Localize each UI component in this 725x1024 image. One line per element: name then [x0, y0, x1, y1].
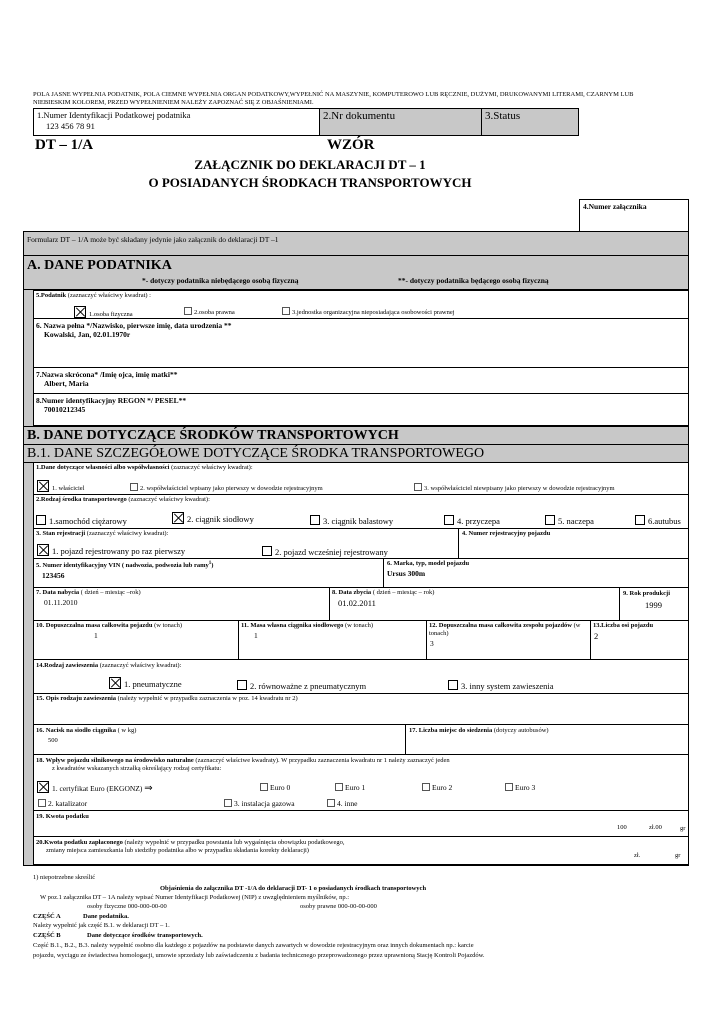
nip-field[interactable] [33, 108, 320, 136]
vehicle-type-opt-5[interactable] [545, 515, 594, 526]
environment-opt-3[interactable] [224, 799, 295, 808]
attachment-number-label: 4.Numer załącznika [583, 202, 647, 211]
ownership-hint: (zaznaczyć właściwy kwadrat): [171, 464, 253, 471]
checkbox-icon[interactable] [36, 515, 46, 525]
vin-label: 5. Numer identyfikacyjny VIN ( nadwozia, podwozia lub ramy$^1$) [36, 561, 214, 570]
suspension-hint: (zaznaczyć właściwy kwadrat): [99, 662, 182, 669]
gross-weight-value: 1 [94, 631, 98, 640]
tax-paid-hint-2: zmiany miejsca zamieszkania lub siedziby podatnika albo w przypadku składania korekty deklaracji) [46, 847, 309, 854]
instruction-text: POLA JASNE WYPEŁNIA PODATNIK, POLA CIEMNE WYPEŁNIA ORGAN PODATKOWY,WYPEŁNIĆ NA MASZYNIE, KOMPUTEROWO LUB RĘCZNIE, DUŻYMI, DRUKOWANYMI LITERAMI, CZARNYM LUB NIEBIESKIM KOLOREM, PRZED WYPEŁNIENIEM NALEŻY ZAPOZNAĆ SIĘ Z OBJAŚNIENIAMI. [33, 91, 634, 106]
euro-0-label: Euro 0 [270, 783, 291, 792]
full-name-field[interactable] [33, 318, 689, 368]
combination-weight-field[interactable] [426, 620, 591, 660]
section-a-header [23, 255, 689, 290]
section-b-title: B. DANE DOTYCZĄCE ŚRODKÓW TRANSPORTOWYCH [27, 428, 399, 443]
checkbox-icon[interactable] [224, 799, 232, 807]
section-a-title: A. DANE PODATNIKA [27, 258, 172, 273]
combination-weight-value: 3 [430, 639, 434, 648]
checkbox-icon[interactable] [335, 783, 343, 791]
combination-weight-label: 12. Dopuszczalna masa całkowita zespołu pojazdów [429, 622, 573, 629]
part-b-text-1: Część B.1., B.2., B.3. należy wypełnić osobno dla każdego z pojazdów na podstawie danych zawartych w dowodzie rejestracyjnym oraz innych dokumentach np.: karcie [33, 942, 474, 949]
checkbox-icon[interactable] [184, 307, 192, 315]
tax-paid-unit-zl: zł. [634, 852, 641, 859]
tractor-weight-value: 1 [254, 631, 258, 640]
sale-date-hint: ( dzień – miesiąc – rok) [372, 589, 435, 596]
ownership-field [33, 462, 689, 495]
checkbox-icon[interactable] [505, 783, 513, 791]
title-line-2: O POSIADANYCH ŚRODKACH TRANSPORTOWYCH [148, 175, 472, 190]
ownership-opt-3-label: 3. współwłaściciel niewpisany jako pierwszy w dowodzie rejestracyjnym [424, 485, 615, 492]
taxpayer-type-hint: (zaznaczyć właściwy kwadrat) : [67, 292, 151, 299]
euro-3-label: Euro 3 [515, 783, 536, 792]
checkbox-icon[interactable] [422, 783, 430, 791]
vehicle-type-label: 2.Rodzaj środka transportowego [36, 496, 127, 503]
tax-paid-field[interactable] [33, 836, 689, 865]
gross-weight-field[interactable] [33, 620, 239, 660]
euro-3-option[interactable] [505, 783, 535, 792]
tax-amount-value: 100 [617, 824, 627, 831]
checkbox-checked-icon[interactable] [74, 306, 86, 318]
part-a-text: Należy wypełnić jak część B.1. w deklaracji DT – 1. [33, 922, 170, 929]
explanation-line-1: W poz.1 załącznika DT – 1A należy wpisać Numer Identyfikacji Podatkowej (NIP) z uwzględnieniem myślników, np.: [40, 894, 350, 901]
registration-state-hint: (zaznaczyć właściwy kwadrat): [86, 530, 169, 537]
nip-value: 123 456 78 91 [46, 121, 95, 131]
sale-date-label: 8. Data zbycia [332, 589, 372, 596]
checkbox-icon[interactable] [310, 515, 320, 525]
nip-label: 1.Numer Identyfikacji Podatkowej podatnika [37, 110, 191, 120]
suspension-label: 14.Rodzaj zawieszenia [36, 662, 99, 669]
suspension-opt-3[interactable] [448, 680, 554, 691]
part-b-title: Dane dotyczące środków transportowych. [87, 932, 203, 939]
axle-count-label: 13.Liczba osi pojazdu [593, 622, 654, 629]
registration-opt-1-label: 1. pojazd rejestrowany po raz pierwszy [52, 546, 186, 556]
acquisition-date-value: 01.11.2010 [44, 598, 78, 607]
doc-number-label: 2.Nr dokumentu [323, 110, 396, 122]
vehicle-type-field [33, 494, 689, 529]
explanation-line-2b: osoby prawne 000-00-00-000 [300, 903, 377, 910]
footnote: 1) niepotrzebne skreślić [33, 874, 96, 881]
euro-1-label: Euro 1 [345, 783, 366, 792]
saddle-load-hint: ( w kg) [117, 727, 137, 734]
full-name-label: 6. Nazwa pełna */Nazwisko, pierwsze imię, data urodzenia ** [36, 321, 232, 330]
environment-opt-2-label: 2. katalizator [48, 799, 88, 808]
form-code: DT – 1/A [35, 137, 94, 153]
part-a-code: CZĘŚĆ A [33, 913, 61, 920]
seats-hint: (dotyczy autobusów) [493, 727, 549, 734]
short-name-value: Albert, Maria [44, 379, 89, 388]
status-label: 3.Status [485, 110, 521, 122]
suspension-opt-2-label: 2. równoważne z pneumatycznym [250, 681, 367, 691]
checkbox-icon[interactable] [130, 483, 138, 491]
regon-pesel-field[interactable] [33, 393, 689, 426]
ownership-opt-1-label: 1. właściciel [52, 485, 85, 492]
taxpayer-opt-2-label: 2.osoba prawna [194, 309, 235, 316]
registration-state-field [33, 528, 459, 559]
axle-count-field[interactable] [590, 620, 689, 660]
suspension-field [33, 659, 689, 694]
euro-0-option[interactable] [260, 783, 290, 792]
environment-opt-1-label: 1. certyfikat Euro (EKGONZ) [52, 784, 143, 793]
vehicle-type-opt-4-label: 4. przyczepa [457, 516, 500, 526]
make-model-label: 6. Marka, typ, model pojazdu [387, 560, 470, 567]
tax-paid-hint: (należy wypełnić w przypadku powstania lub wygaśnięcia obowiązku podatkowego, [124, 839, 345, 846]
make-model-field[interactable] [383, 558, 689, 588]
vehicle-type-opt-6[interactable] [635, 515, 681, 526]
checkbox-icon[interactable] [237, 680, 247, 690]
suspension-desc-field[interactable] [33, 693, 689, 725]
euro-1-option[interactable] [335, 783, 365, 792]
environment-hint-2: z kwadratów wskazanych strzałką określający rodzaj certyfikatu: [52, 765, 222, 772]
axle-count-value: 2 [594, 631, 599, 641]
make-model-value: Ursus 300m [387, 569, 426, 578]
tax-paid-unit-gr: gr [675, 852, 681, 859]
tractor-weight-field[interactable] [238, 620, 427, 660]
tractor-weight-label: 11. Masa własna ciągnika siodłowego [241, 622, 344, 629]
taxpayer-opt-1-label: 1.osoba fizyczna [89, 311, 133, 318]
environment-label: 18. Wpływ pojazdu silnikowego na środowisko naturalne [36, 757, 194, 764]
seats-field[interactable] [405, 724, 689, 755]
environment-opt-4-label: 4. inne [337, 799, 358, 808]
checkbox-checked-icon[interactable] [37, 480, 49, 492]
section-a-note-1: *- dotyczy podatnika niebędącego osobą fizyczną [142, 276, 299, 285]
checkbox-icon[interactable] [414, 483, 422, 491]
tax-amount-unit-gr: gr [680, 825, 686, 832]
ownership-label: 1.Dane dotyczące własności albo współwłasności [36, 464, 170, 471]
environment-field [33, 754, 689, 811]
environment-opt-3-label: 3. instalacja gazowa [234, 799, 295, 808]
arrow-right-icon: ⇒ [144, 783, 153, 794]
regon-pesel-label: 8.Numer identyfikacyjny REGON */ PESEL** [36, 396, 187, 405]
part-a-title: Dane podatnika. [83, 913, 129, 920]
vehicle-type-opt-1[interactable] [36, 515, 127, 526]
sale-date-field[interactable] [329, 587, 620, 621]
checkbox-icon[interactable] [327, 799, 335, 807]
tax-paid-label: 20.Kwota podatku zapłaconego [36, 839, 123, 846]
ownership-opt-1[interactable] [37, 480, 85, 493]
tax-amount-field[interactable] [33, 810, 689, 837]
euro-2-label: Euro 2 [432, 783, 453, 792]
environment-opt-2[interactable] [38, 799, 87, 808]
checkbox-icon[interactable] [545, 515, 555, 525]
production-year-label: 9. Rok produkcji [623, 590, 671, 597]
environment-hint: (zaznaczyć właściwe kwadraty). W przypadku zaznaczenia kwadratu nr 1 należy zaznaczyć jeden [195, 757, 450, 764]
checkbox-icon[interactable] [282, 307, 290, 315]
suspension-opt-3-label: 3. inny system zawieszenia [461, 681, 554, 691]
taxpayer-opt-3[interactable] [282, 307, 455, 317]
vehicle-type-opt-5-label: 5. naczepa [558, 516, 594, 526]
sale-date-value: 01.02.2011 [338, 598, 376, 608]
registration-number-label: 4. Numer rejestracyjny pojazdu [462, 530, 551, 537]
vehicle-type-opt-3-label: 3. ciągnik balastowy [323, 516, 394, 526]
suspension-opt-1[interactable] [109, 677, 182, 689]
section-b1-header [23, 444, 689, 463]
registration-number-field[interactable] [458, 528, 689, 559]
checkbox-icon[interactable] [444, 515, 454, 525]
suspension-opt-2[interactable] [237, 680, 366, 691]
registration-opt-2[interactable] [262, 546, 388, 557]
taxpayer-type-field [33, 290, 689, 319]
vehicle-type-opt-4[interactable] [444, 515, 500, 526]
vehicle-type-opt-2-label: 2. ciągnik siodłowy [187, 514, 254, 524]
vehicle-type-hint: (zaznaczyć właściwy kwadrat): [128, 496, 210, 503]
production-year-field[interactable] [619, 587, 689, 621]
notice-text: Formularz DT – 1/A może być składany jedynie jako załącznik do deklaracji DT –1 [27, 235, 279, 244]
environment-opt-1[interactable] [37, 781, 153, 793]
checkbox-checked-icon[interactable] [172, 512, 184, 524]
part-b-code: CZĘŚĆ B [33, 932, 61, 939]
acquisition-date-hint: ( dzień – miesiąc –rok) [80, 589, 141, 596]
checkbox-icon[interactable] [448, 680, 458, 690]
ownership-opt-2[interactable] [130, 483, 323, 493]
taxpayer-opt-2[interactable] [184, 307, 235, 317]
checkbox-icon[interactable] [38, 799, 46, 807]
checkbox-icon[interactable] [262, 546, 272, 556]
euro-2-option[interactable] [422, 783, 452, 792]
status-field [481, 108, 579, 136]
checkbox-icon[interactable] [635, 515, 645, 525]
short-name-field[interactable] [33, 367, 689, 394]
notice-row [23, 231, 689, 256]
gross-weight-hint: (w tonach) [154, 622, 183, 629]
title-line-1: ZAŁĄCZNIK DO DEKLARACJI DT – 1 [194, 157, 426, 172]
tractor-weight-hint: (w tonach) [345, 622, 373, 629]
vehicle-type-opt-3[interactable] [310, 515, 393, 526]
registration-opt-2-label: 2. pojazd wcześniej rejestrowany [275, 547, 388, 557]
suspension-desc-hint: (należy wypełnić w przypadku zaznaczenia w poz. 14 kwadratu nr 2) [117, 695, 298, 702]
acquisition-date-label: 7. Data nabycia [36, 589, 80, 596]
vehicle-type-opt-2[interactable] [172, 512, 254, 524]
vehicle-type-opt-6-label: 6.autubus [648, 516, 681, 526]
saddle-load-field[interactable] [33, 724, 406, 755]
production-year-value: 1999 [645, 600, 662, 610]
full-name-value: Kowalski, Jan, 02.01.1970r [44, 330, 131, 339]
ownership-opt-3[interactable] [414, 483, 615, 493]
tax-amount-unit-zl: zł.00 [649, 824, 662, 831]
gross-weight-label: 10. Dopuszczalna masa całkowita pojazdu [36, 622, 153, 629]
section-a-note-2: **- dotyczy podatnika będącego osobą fizyczną [398, 276, 549, 285]
vin-field[interactable] [33, 558, 384, 588]
part-b-text-2: pojazdu, wyciągu ze świadectwa homologacji, umowie sprzedaży lub zaświadczeniu z badania technicznego przeprowadzonego przez uprawnioną Stację Kontroli Pojazdów. [33, 952, 485, 959]
saddle-load-label: 16. Nacisk na siodło ciągnika [36, 727, 117, 734]
registration-state-label: 3. Stan rejestracji [36, 530, 86, 537]
suspension-desc-label: 15. Opis rodzaju zawieszenia [36, 695, 117, 702]
short-name-label: 7.Nazwa skrócona* /Imię ojca, imię matki** [36, 370, 178, 379]
checkbox-checked-icon[interactable] [37, 544, 49, 556]
section-b-header [23, 426, 689, 445]
ownership-opt-2-label: 2. współwłaściciel wpisany jako pierwszy w dowodzie rejestracyjnym [140, 485, 323, 492]
checkbox-checked-icon[interactable] [109, 677, 121, 689]
taxpayer-type-label: 5.Podatnik [36, 292, 67, 299]
checkbox-icon[interactable] [260, 783, 268, 791]
checkbox-checked-icon[interactable] [37, 781, 49, 793]
explanation-line-2a: osoby fizyczne 000-000-00-00 [87, 903, 167, 910]
combination-weight-hint: (w tonach) [429, 622, 581, 637]
suspension-opt-1-label: 1. pneumatyczne [124, 679, 182, 689]
explanations-title: Objaśnienia do załącznika DT -1/A do deklaracji DT- 1 o posiadanych środkach transportowych [160, 885, 427, 892]
registration-opt-1[interactable] [37, 544, 185, 556]
environment-opt-4[interactable] [327, 799, 357, 808]
acquisition-date-field[interactable] [33, 587, 330, 621]
wzor-label: WZÓR [327, 137, 375, 153]
doc-number-field [319, 108, 482, 136]
saddle-load-value: 500 [48, 737, 58, 744]
vehicle-type-opt-1-label: 1.samochód ciężarowy [49, 516, 127, 526]
taxpayer-opt-3-label: 3.jednostka organizacyjna nieposiadająca osobowości prawnej [292, 309, 455, 316]
regon-pesel-value: 70010212345 [44, 405, 86, 414]
attachment-number-field[interactable] [579, 199, 689, 232]
vin-value: 123456 [42, 571, 65, 581]
tax-amount-label: 19. Kwota podatku [36, 813, 89, 820]
section-b1-title: B.1. DANE SZCZEGÓŁOWE DOTYCZĄCE ŚRODKA TRANSPORTOWEGO [27, 446, 485, 461]
seats-label: 17. Liczba miejsc do siedzenia [409, 727, 493, 734]
